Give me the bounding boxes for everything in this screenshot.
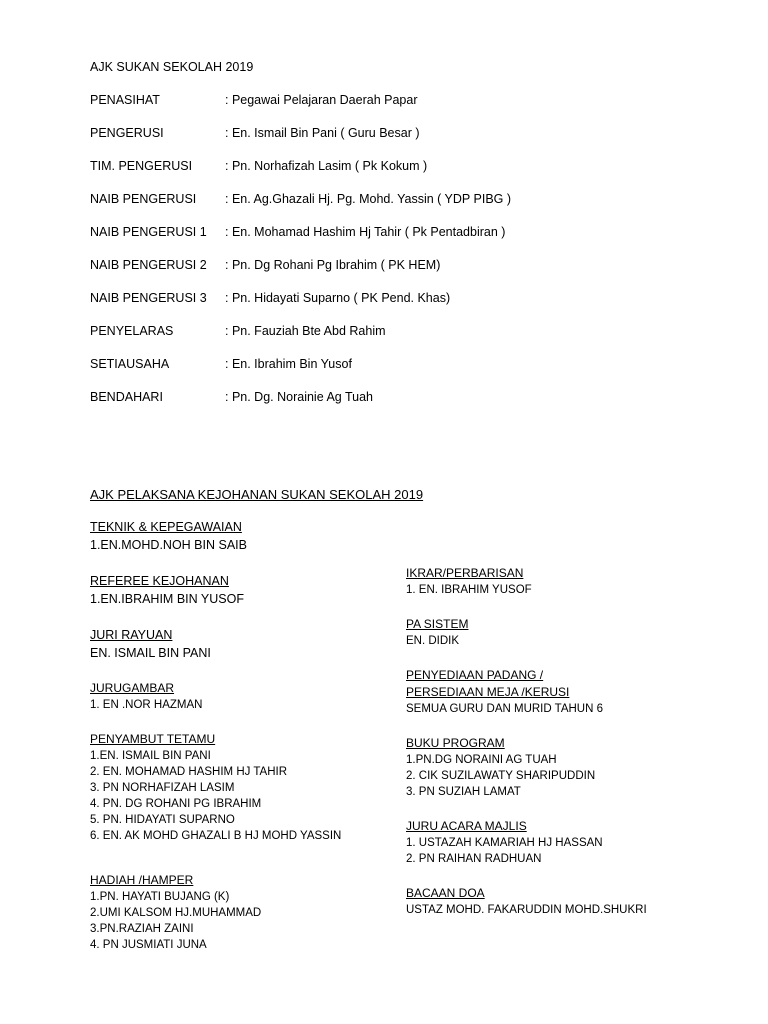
officer-row <box>90 159 511 192</box>
committee-section <box>90 518 390 554</box>
officer-row <box>90 258 511 291</box>
committee-title-line2: PERSEDIAAN MEJA /KERUSI <box>406 685 570 699</box>
committee-section <box>90 872 390 953</box>
committee-title: IKRAR/PERBARISAN <box>406 566 524 580</box>
committee-title: PENYEDIAAN PADANG / <box>406 668 544 682</box>
officer-name: : En. Ismail Bin Pani ( Guru Besar ) <box>225 126 420 140</box>
committee-title: PENYAMBUT TETAMU <box>90 732 216 746</box>
committee-member: 5. PN. HIDAYATI SUPARNO <box>90 814 235 826</box>
committee-section <box>406 616 726 649</box>
committee-section <box>90 731 390 844</box>
committee-member: 4. PN JUSMIATI JUNA <box>90 939 207 951</box>
committee-section <box>90 572 390 608</box>
committee-member: SEMUA GURU DAN MURID TAHUN 6 <box>406 703 604 715</box>
committee-title: JURI RAYUAN <box>90 628 173 642</box>
committee-member: 4. PN. DG ROHANI PG IBRAHIM <box>90 798 262 810</box>
officer-name: : Pn. Dg. Norainie Ag Tuah <box>225 390 374 404</box>
committee-section <box>406 735 726 800</box>
officer-role: PENASIHAT <box>90 93 160 107</box>
committee-member: 2. EN. MOHAMAD HASHIM HJ TAHIR <box>90 766 288 778</box>
officer-row <box>90 225 511 258</box>
committee-member: 3. PN SUZIAH LAMAT <box>406 786 521 798</box>
officer-role: NAIB PENGERUSI 2 <box>90 258 207 272</box>
officer-role: NAIB PENGERUSI <box>90 192 197 206</box>
committee-member: EN. ISMAIL BIN PANI <box>90 646 211 660</box>
committee-title: JURU ACARA MAJLIS <box>406 819 527 833</box>
officer-name: : En. Ibrahim Bin Yusof <box>225 357 352 371</box>
committee-member: EN. DIDIK <box>406 635 460 647</box>
officer-name: : En. Mohamad Hashim Hj Tahir ( Pk Pentadbiran ) <box>225 225 506 239</box>
officer-name: : Pn. Hidayati Suparno ( PK Pend. Khas) <box>225 291 451 305</box>
left-column <box>90 518 390 971</box>
committee-member: 1.PN.DG NORAINI AG TUAH <box>406 754 557 766</box>
committee-section <box>406 565 726 598</box>
officer-name: : Pn. Dg Rohani Pg Ibrahim ( PK HEM) <box>225 258 441 272</box>
officer-role: PENGERUSI <box>90 126 164 140</box>
officer-row <box>90 192 511 225</box>
officer-row <box>90 390 511 423</box>
officer-row <box>90 357 511 390</box>
committee-member: 2. CIK SUZILAWATY SHARIPUDDIN <box>406 770 596 782</box>
committee-title: HADIAH /HAMPER <box>90 873 194 887</box>
committee-member: 1.PN. HAYATI BUJANG (K) <box>90 891 230 903</box>
officer-row <box>90 291 511 324</box>
document-header: AJK SUKAN SEKOLAH 2019 <box>90 60 254 74</box>
officer-role: PENYELARAS <box>90 324 174 338</box>
officer-row <box>90 324 511 357</box>
committee-title: BACAAN DOA <box>406 886 485 900</box>
committee-title: TEKNIK & KEPEGAWAIAN <box>90 520 242 534</box>
officer-name: : Pn. Norhafizah Lasim ( Pk Kokum ) <box>225 159 428 173</box>
officer-role: NAIB PENGERUSI 1 <box>90 225 207 239</box>
officer-role: TIM. PENGERUSI <box>90 159 193 173</box>
committee-member: 1.EN.MOHD.NOH BIN SAIB <box>90 538 247 552</box>
officer-name: : Pn. Fauziah Bte Abd Rahim <box>225 324 386 338</box>
committee-section <box>406 885 726 918</box>
committee-member: USTAZ MOHD. FAKARUDDIN MOHD.SHUKRI <box>406 904 647 916</box>
committee-section <box>406 818 726 867</box>
committee-member: 1. EN. IBRAHIM YUSOF <box>406 584 532 596</box>
officer-row <box>90 126 511 159</box>
committee-title: PA SISTEM <box>406 617 469 631</box>
committee-member: 1.EN.IBRAHIM BIN YUSOF <box>90 592 244 606</box>
committee-member: 6. EN. AK MOHD GHAZALI B HJ MOHD YASSIN <box>90 830 342 842</box>
committee-member: 3.PN.RAZIAH ZAINI <box>90 923 194 935</box>
officer-list <box>90 93 511 423</box>
section-title: AJK PELAKSANA KEJOHANAN SUKAN SEKOLAH 2019 <box>90 487 424 502</box>
officer-row <box>90 93 511 126</box>
committee-member: 2. PN RAIHAN RADHUAN <box>406 853 542 865</box>
officer-name: : En. Ag.Ghazali Hj. Pg. Mohd. Yassin ( YDP PIBG ) <box>225 192 512 206</box>
committee-member: 1.EN. ISMAIL BIN PANI <box>90 750 211 762</box>
officer-role: BENDAHARI <box>90 390 163 404</box>
committee-section <box>90 680 390 713</box>
committee-title: BUKU PROGRAM <box>406 736 505 750</box>
committee-member: 1. USTAZAH KAMARIAH HJ HASSAN <box>406 837 603 849</box>
committee-member: 2.UMI KALSOM HJ.MUHAMMAD <box>90 907 262 919</box>
officer-role: NAIB PENGERUSI 3 <box>90 291 207 305</box>
committee-title: JURUGAMBAR <box>90 681 175 695</box>
committee-member: 1. EN .NOR HAZMAN <box>90 699 203 711</box>
committee-title: REFEREE KEJOHANAN <box>90 574 229 588</box>
officer-role: SETIAUSAHA <box>90 357 170 371</box>
committee-section <box>90 626 390 662</box>
committee-member: 3. PN NORHAFIZAH LASIM <box>90 782 235 794</box>
right-column <box>406 565 726 936</box>
officer-name: : Pegawai Pelajaran Daerah Papar <box>225 93 418 107</box>
committee-section <box>406 667 726 717</box>
